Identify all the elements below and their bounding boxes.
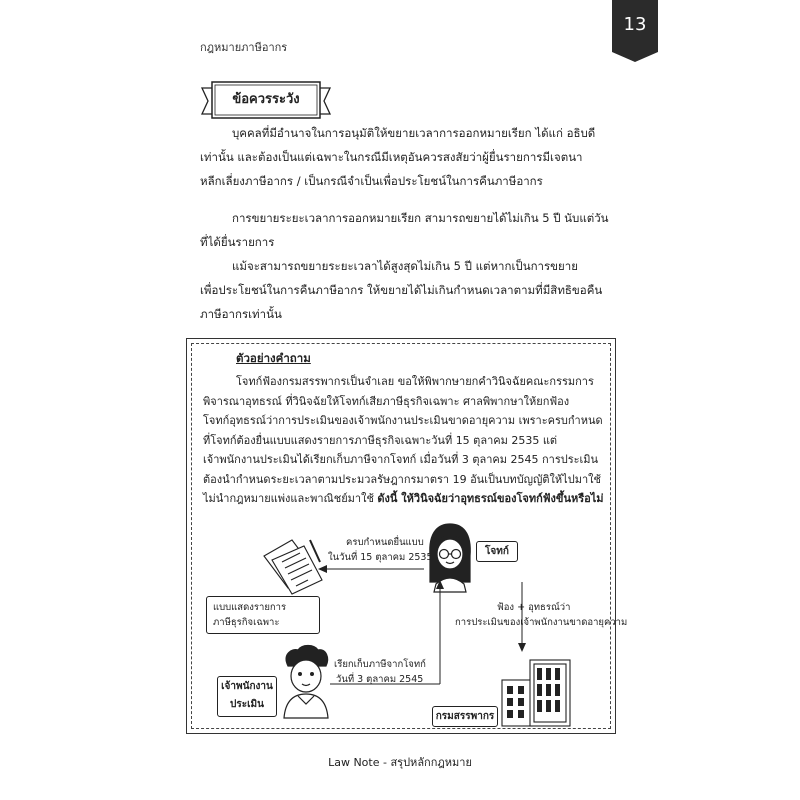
question-line: เจ้าพนักงานประเมินได้เรียกเก็บภาษีจากโจทก์ เมื่อวันที่ 3 ตุลาคม 2545 การประเมิน (203, 453, 599, 466)
deadline-arrowhead (318, 565, 327, 573)
question-line: โจทก์อุทธรณ์ว่าการประเมินของเจ้าพนักงานประเมินขาดอายุความ เพราะครบกำหนด (203, 414, 603, 427)
department-label: กรมสรรพากร (432, 706, 498, 727)
question-line: ที่โจทก์ต้องยื่นแบบแสดงรายการภาษีธุรกิจเฉพาะวันที่ 15 ตุลาคม 2535 แต่ (203, 433, 558, 447)
example-title: ตัวอย่างคำถาม (236, 351, 311, 365)
collect-label-line2: วันที่ 3 ตุลาคม 2545 (336, 674, 424, 685)
officer-label-line1: เจ้าพนักงาน (221, 681, 273, 692)
question-prompt: ดังนี้ ให้วินิจฉัยว่าอุทธรณ์ของโจทก์ฟังขึ้นหรือไม่ (377, 492, 604, 505)
running-header: กฎหมายภาษีอากร (200, 41, 288, 54)
caution-title: ข้อควรระวัง (232, 92, 300, 107)
plaintiff-label: โจทก์ (476, 541, 518, 562)
form-label-box (206, 596, 320, 634)
form-label-line1: แบบแสดงรายการ (213, 602, 287, 613)
paragraph-line: แม้จะสามารถขยายระยะเวลาได้สูงสุดไม่เกิน 5 ปี แต่หากเป็นการขยาย (232, 259, 578, 273)
page-number: 13 (623, 14, 647, 35)
collect-label-line1: เรียกเก็บภาษีจากโจทก์ (334, 659, 426, 670)
question-line: ต้องนำกำหนดระยะเวลาตามประมวลรัษฎากรมาตรา 19 อันเป็นบทบัญญัติให้ไปมาใช้ (203, 472, 601, 486)
suit-label-line2: การประเมินของเจ้าพนักงานขาดอายุความ (455, 617, 628, 628)
officer-label-line2: ประเมิน (230, 699, 264, 710)
paragraph-line: หลีกเลี่ยงภาษีอากร / เป็นกรณีจำเป็นเพื่อประโยชน์ในการคืนภาษีอากร (200, 174, 543, 188)
paragraph-line: เพื่อประโยชน์ในการคืนภาษีอากร ให้ขยายได้ไม่เกินกำหนดเวลาตามที่มีสิทธิขอคืน (200, 283, 603, 297)
paragraph-line: ภาษีอากรเท่านั้น (200, 307, 282, 321)
deadline-label-line2: ในวันที่ 15 ตุลาคม 2535 (328, 552, 433, 563)
paragraph-line: เท่านั้น และต้องเป็นแต่เฉพาะในกรณีมีเหตุอันควรสงสัยว่าผู้ยื่นรายการมีเจตนา (200, 150, 583, 164)
building-illustration (502, 660, 570, 726)
deadline-label-line1: ครบกำหนดยื่นแบบ (346, 537, 424, 548)
suit-arrowhead (518, 643, 526, 652)
form-label-line2: ภาษีธุรกิจเฉพาะ (213, 617, 280, 628)
question-line: โจทก์ฟ้องกรมสรรพากรเป็นจำเลย ขอให้พิพากษายกคำวินิจฉัยคณะกรรมการ (236, 375, 594, 388)
footer: Law Note - สรุปหลักกฎหมาย (328, 756, 472, 769)
suit-label-line1: ฟ้อง + อุทธรณ์ว่า (497, 602, 571, 613)
question-line: พิจารณาอุทธรณ์ ที่วินิจฉัยให้โจทก์เสียภาษีธุรกิจเฉพาะ ศาลพิพากษาให้ยกฟ้อง (203, 394, 570, 408)
plaintiff-illustration (430, 524, 470, 592)
documents-illustration (264, 540, 322, 594)
paragraph-line: การขยายระยะเวลาการออกหมายเรียก สามารถขยายได้ไม่เกิน 5 ปี นับแต่วัน (232, 211, 609, 225)
paragraph-line: ที่ได้ยื่นรายการ (200, 235, 275, 249)
question-text: ไม่นำกฎหมายแพ่งและพาณิชย์มาใช้ (203, 492, 378, 505)
officer-label-box (217, 676, 277, 717)
officer-illustration (284, 646, 328, 719)
paragraph-line: บุคคลที่มีอำนาจในการอนุมัติให้ขยายเวลาการออกหมายเรียก ได้แก่ อธิบดี (232, 126, 596, 140)
